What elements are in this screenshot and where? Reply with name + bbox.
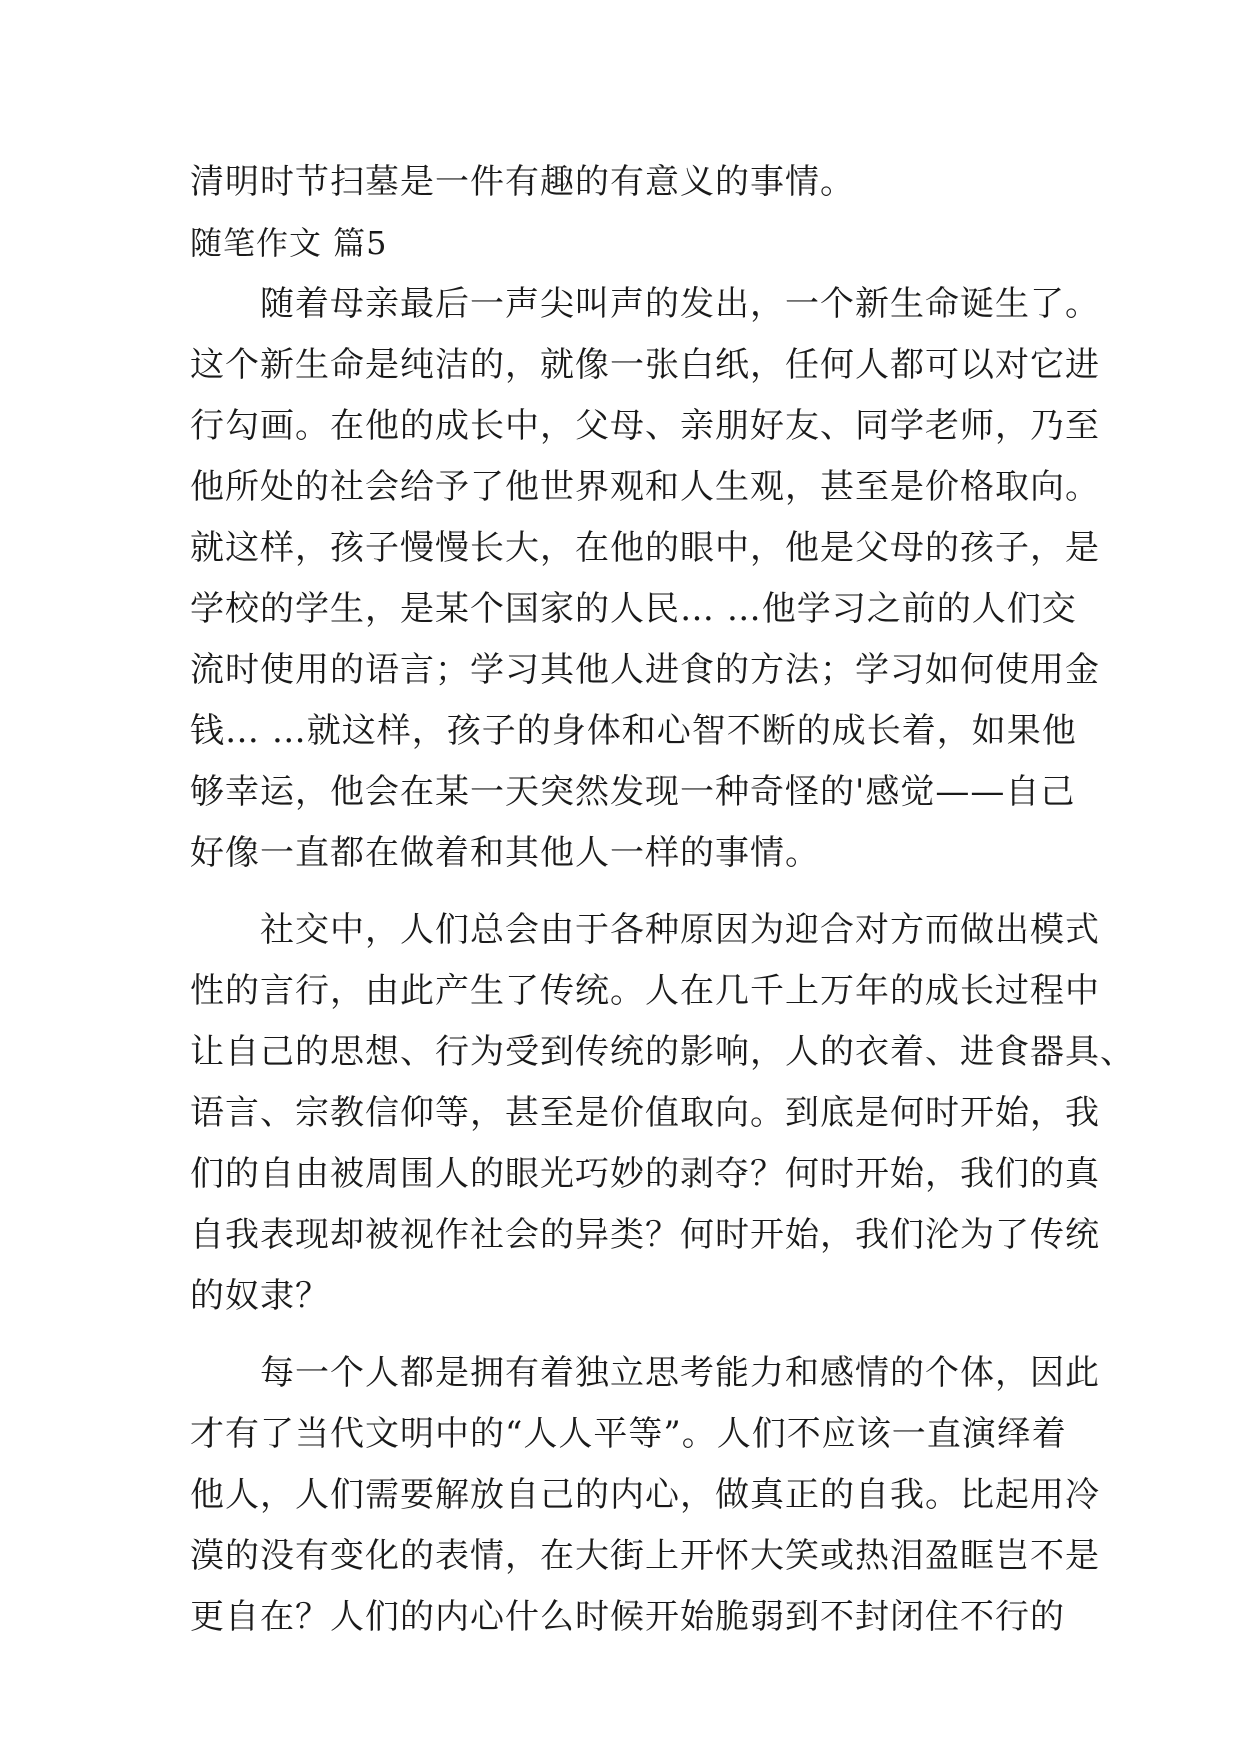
text-line: 漠的没有变化的表情，在大街上开怀大笑或热泪盈眶岂不是 — [190, 1536, 1100, 1576]
text-line: 流时使用的语言；学习其他人进食的方法；学习如何使用金 — [190, 650, 1100, 690]
paragraph-first-line: 社交中，人们总会由于各种原因为迎合对方而做出模式 — [190, 910, 1100, 950]
document-body — [190, 152, 1135, 1648]
text-line: 好像一直都在做着和其他人一样的事情。 — [190, 833, 820, 873]
paragraph-first-line: 随着母亲最后一声尖叫声的发出，一个新生命诞生了。 — [190, 284, 1100, 324]
text-line: 语言、宗教信仰等，甚至是价值取向。到底是何时开始，我 — [190, 1093, 1100, 1133]
text-line: 们的自由被周围人的眼光巧妙的剥夺？何时开始，我们的真 — [190, 1154, 1100, 1194]
text-line: 他所处的社会给予了他世界观和人生观，甚至是价格取向。 — [190, 467, 1100, 507]
text-line: 让自己的思想、行为受到传统的影响，人的衣着、进食器具、 — [190, 1032, 1135, 1072]
text-line: 行勾画。在他的成长中，父母、亲朋好友、同学老师，乃至 — [190, 406, 1100, 446]
text-line: 就这样，孩子慢慢长大，在他的眼中，他是父母的孩子，是 — [190, 528, 1100, 568]
text-line: 才有了当代文明中的“人人平等”。人们不应该一直演绎着 — [190, 1414, 1067, 1454]
text-line: 他人，人们需要解放自己的内心，做真正的自我。比起用冷 — [190, 1475, 1100, 1515]
text-line: 的奴隶？ — [190, 1276, 330, 1316]
text-line: 够幸运，他会在某一天突然发现一种奇怪的'感觉——自己 — [190, 772, 1076, 812]
text-line: 这个新生命是纯洁的，就像一张白纸，任何人都可以对它进 — [190, 345, 1100, 385]
text-line: 学校的学生，是某个国家的人民… …他学习之前的人们交 — [190, 589, 1077, 629]
text-line: 自我表现却被视作社会的异类？何时开始，我们沦为了传统 — [190, 1215, 1100, 1255]
text-line: 钱… …就这样，孩子的身体和心智不断的成长着，如果他 — [190, 711, 1077, 751]
text-line: 清明时节扫墓是一件有趣的有意义的事情。 — [190, 162, 855, 202]
section-heading: 随笔作文 篇5 — [190, 224, 388, 262]
text-line: 性的言行，由此产生了传统。人在几千上万年的成长过程中 — [190, 971, 1100, 1011]
text-line: 更自在？人们的内心什么时候开始脆弱到不封闭住不行的 — [190, 1597, 1065, 1637]
paragraph-first-line: 每一个人都是拥有着独立思考能力和感情的个体，因此 — [190, 1353, 1100, 1393]
